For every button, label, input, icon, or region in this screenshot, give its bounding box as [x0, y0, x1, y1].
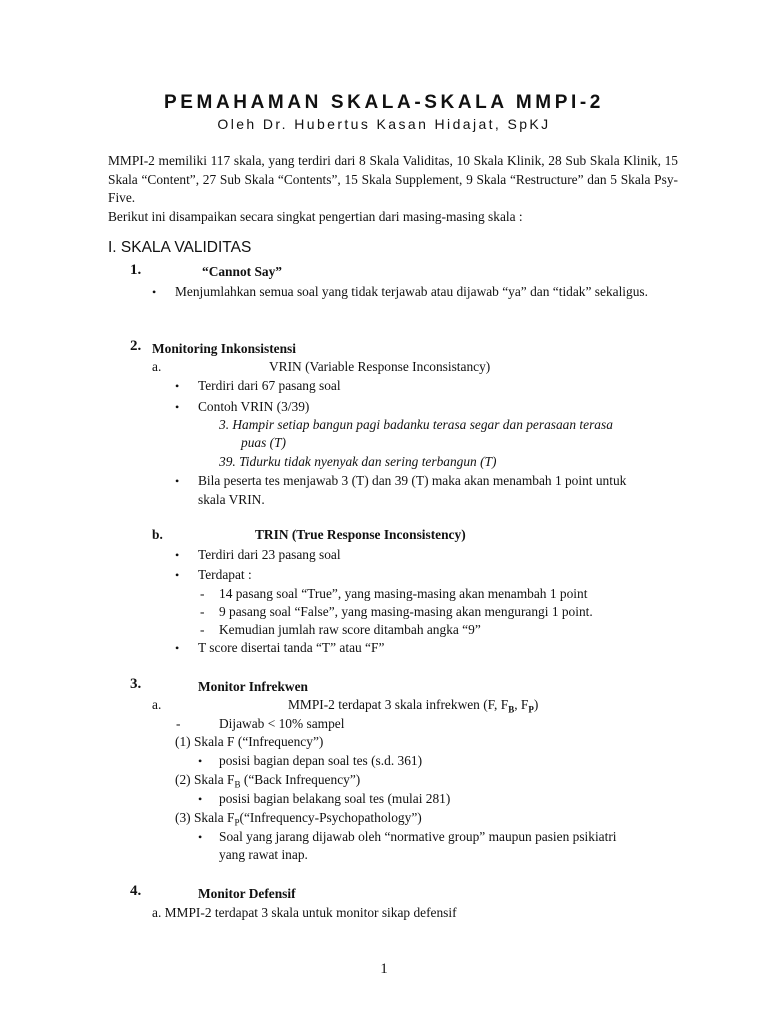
- skala-fp-prefix: (3) Skala F: [175, 810, 235, 825]
- item-number-3: 3.: [130, 676, 142, 692]
- vrin-item-3: Bila peserta tes menjawab 3 (T) dan 39 (T) maka akan menambah 1 point untuk: [198, 473, 627, 488]
- item-number-4: 4.: [130, 883, 142, 899]
- skala-f-desc: posisi bagian depan soal tes (s.d. 361): [219, 753, 423, 768]
- subscript-b: B: [234, 779, 241, 790]
- subscript-p: P: [234, 817, 240, 828]
- skala-fb-label: (“Back Infrequency”): [240, 772, 361, 787]
- vrin-item-2: Contoh VRIN (3/39): [198, 399, 310, 414]
- cannot-say-desc: Menjumlahkan semua soal yang tidak terjawab atau dijawab “ya” dan “tidak” sekaligus.: [175, 284, 648, 299]
- bullet-icon: •: [175, 474, 180, 488]
- item-number-1: 1.: [130, 262, 142, 278]
- skala-fp-desc: Soal yang jarang dijawab oleh “normative group” maupun pasien psikiatri: [219, 829, 617, 844]
- trin-item-3: T score disertai tanda “T” atau “F”: [198, 640, 385, 655]
- vrin-item-1: Terdiri dari 67 pasang soal: [198, 378, 341, 393]
- bullet-icon: •: [175, 641, 180, 655]
- defensif-intro: a. MMPI-2 terdapat 3 skala untuk monitor sikap defensif: [152, 905, 457, 920]
- vrin-item-3-cont: skala VRIN.: [198, 492, 265, 507]
- skala-f: (1) Skala F (“Infrequency”): [175, 734, 324, 749]
- dash-marker: -: [200, 604, 205, 619]
- bullet-icon: •: [198, 830, 203, 844]
- item-title-inkonsistensi: Monitoring Inkonsistensi: [152, 341, 296, 356]
- infrekwen-comma: , F: [514, 697, 529, 712]
- sub-label-a: a.: [152, 697, 162, 712]
- vrin-example-3: 3. Hampir setiap bangun pagi badanku terasa segar dan perasaan terasa: [219, 417, 613, 432]
- subscript-b: B: [508, 704, 515, 715]
- bullet-icon: •: [175, 548, 180, 562]
- skala-fp-desc-cont: yang rawat inap.: [219, 847, 308, 862]
- vrin-example-3-cont: puas (T): [241, 435, 287, 450]
- vrin-title: VRIN (Variable Response Inconsistancy): [269, 359, 491, 374]
- document-author: Oleh Dr. Hubertus Kasan Hidajat, SpKJ: [217, 116, 551, 132]
- item-title-cannot-say: “Cannot Say”: [202, 264, 282, 279]
- sub-label-a: a.: [152, 359, 162, 374]
- trin-dash-2: 9 pasang soal “False”, yang masing-masing akan mengurangi 1 point.: [219, 604, 593, 619]
- trin-item-1: Terdiri dari 23 pasang soal: [198, 547, 341, 562]
- trin-dash-1: 14 pasang soal “True”, yang masing-masing akan menambah 1 point: [219, 586, 588, 601]
- skala-fb-desc: posisi bagian belakang soal tes (mulai 281): [219, 791, 451, 806]
- section-heading-validitas: I. SKALA VALIDITAS: [108, 239, 252, 256]
- bullet-icon: •: [198, 792, 203, 806]
- bullet-icon: •: [152, 285, 157, 299]
- dash-marker: -: [200, 622, 205, 637]
- item-title-defensif: Monitor Defensif: [198, 886, 296, 901]
- bullet-icon: •: [175, 379, 180, 393]
- bullet-icon: •: [175, 568, 180, 582]
- infrekwen-sample: Dijawab < 10% sampel: [219, 716, 345, 731]
- document-title: PEMAHAMAN SKALA-SKALA MMPI-2: [164, 92, 604, 113]
- skala-fp-label: (“Infrequency-Psychopathology”): [239, 810, 422, 825]
- intro-paragraph: [108, 152, 678, 226]
- subscript-p: P: [528, 704, 534, 715]
- sub-label-b: b.: [152, 527, 163, 542]
- trin-title: TRIN (True Response Inconsistency): [255, 527, 466, 542]
- dash-marker: -: [200, 586, 205, 601]
- trin-item-2: Terdapat :: [198, 567, 252, 582]
- item-title-infrekwen: Monitor Infrekwen: [198, 679, 308, 694]
- infrekwen-close: ): [533, 697, 539, 712]
- trin-dash-3: Kemudian jumlah raw score ditambah angka “9”: [219, 622, 481, 637]
- item-number-2: 2.: [130, 338, 142, 354]
- bullet-icon: •: [175, 400, 180, 414]
- skala-fb-prefix: (2) Skala F: [175, 772, 235, 787]
- bullet-icon: •: [198, 754, 203, 768]
- infrekwen-intro-text: MMPI-2 terdapat 3 skala infrekwen (F, F: [288, 697, 509, 712]
- intro-text-2: Berikut ini disampaikan secara singkat pengertian dari masing-masing skala :: [108, 208, 523, 224]
- page-number: 1: [380, 961, 388, 977]
- vrin-example-39: 39. Tidurku tidak nyenyak dan sering terbangun (T): [219, 454, 497, 469]
- intro-text-1: MMPI-2 memiliki 117 skala, yang terdiri dari 8 Skala Validitas, 10 Skala Klinik, 28 Sub Skala Klinik, 15 Skala “Content”, 27 Sub Skala “Contents”, 15 Skala Supplement, 9 Skala “Restructure” dan 5 Skala Psy-Five.: [108, 153, 678, 205]
- dash-marker: -: [176, 716, 181, 731]
